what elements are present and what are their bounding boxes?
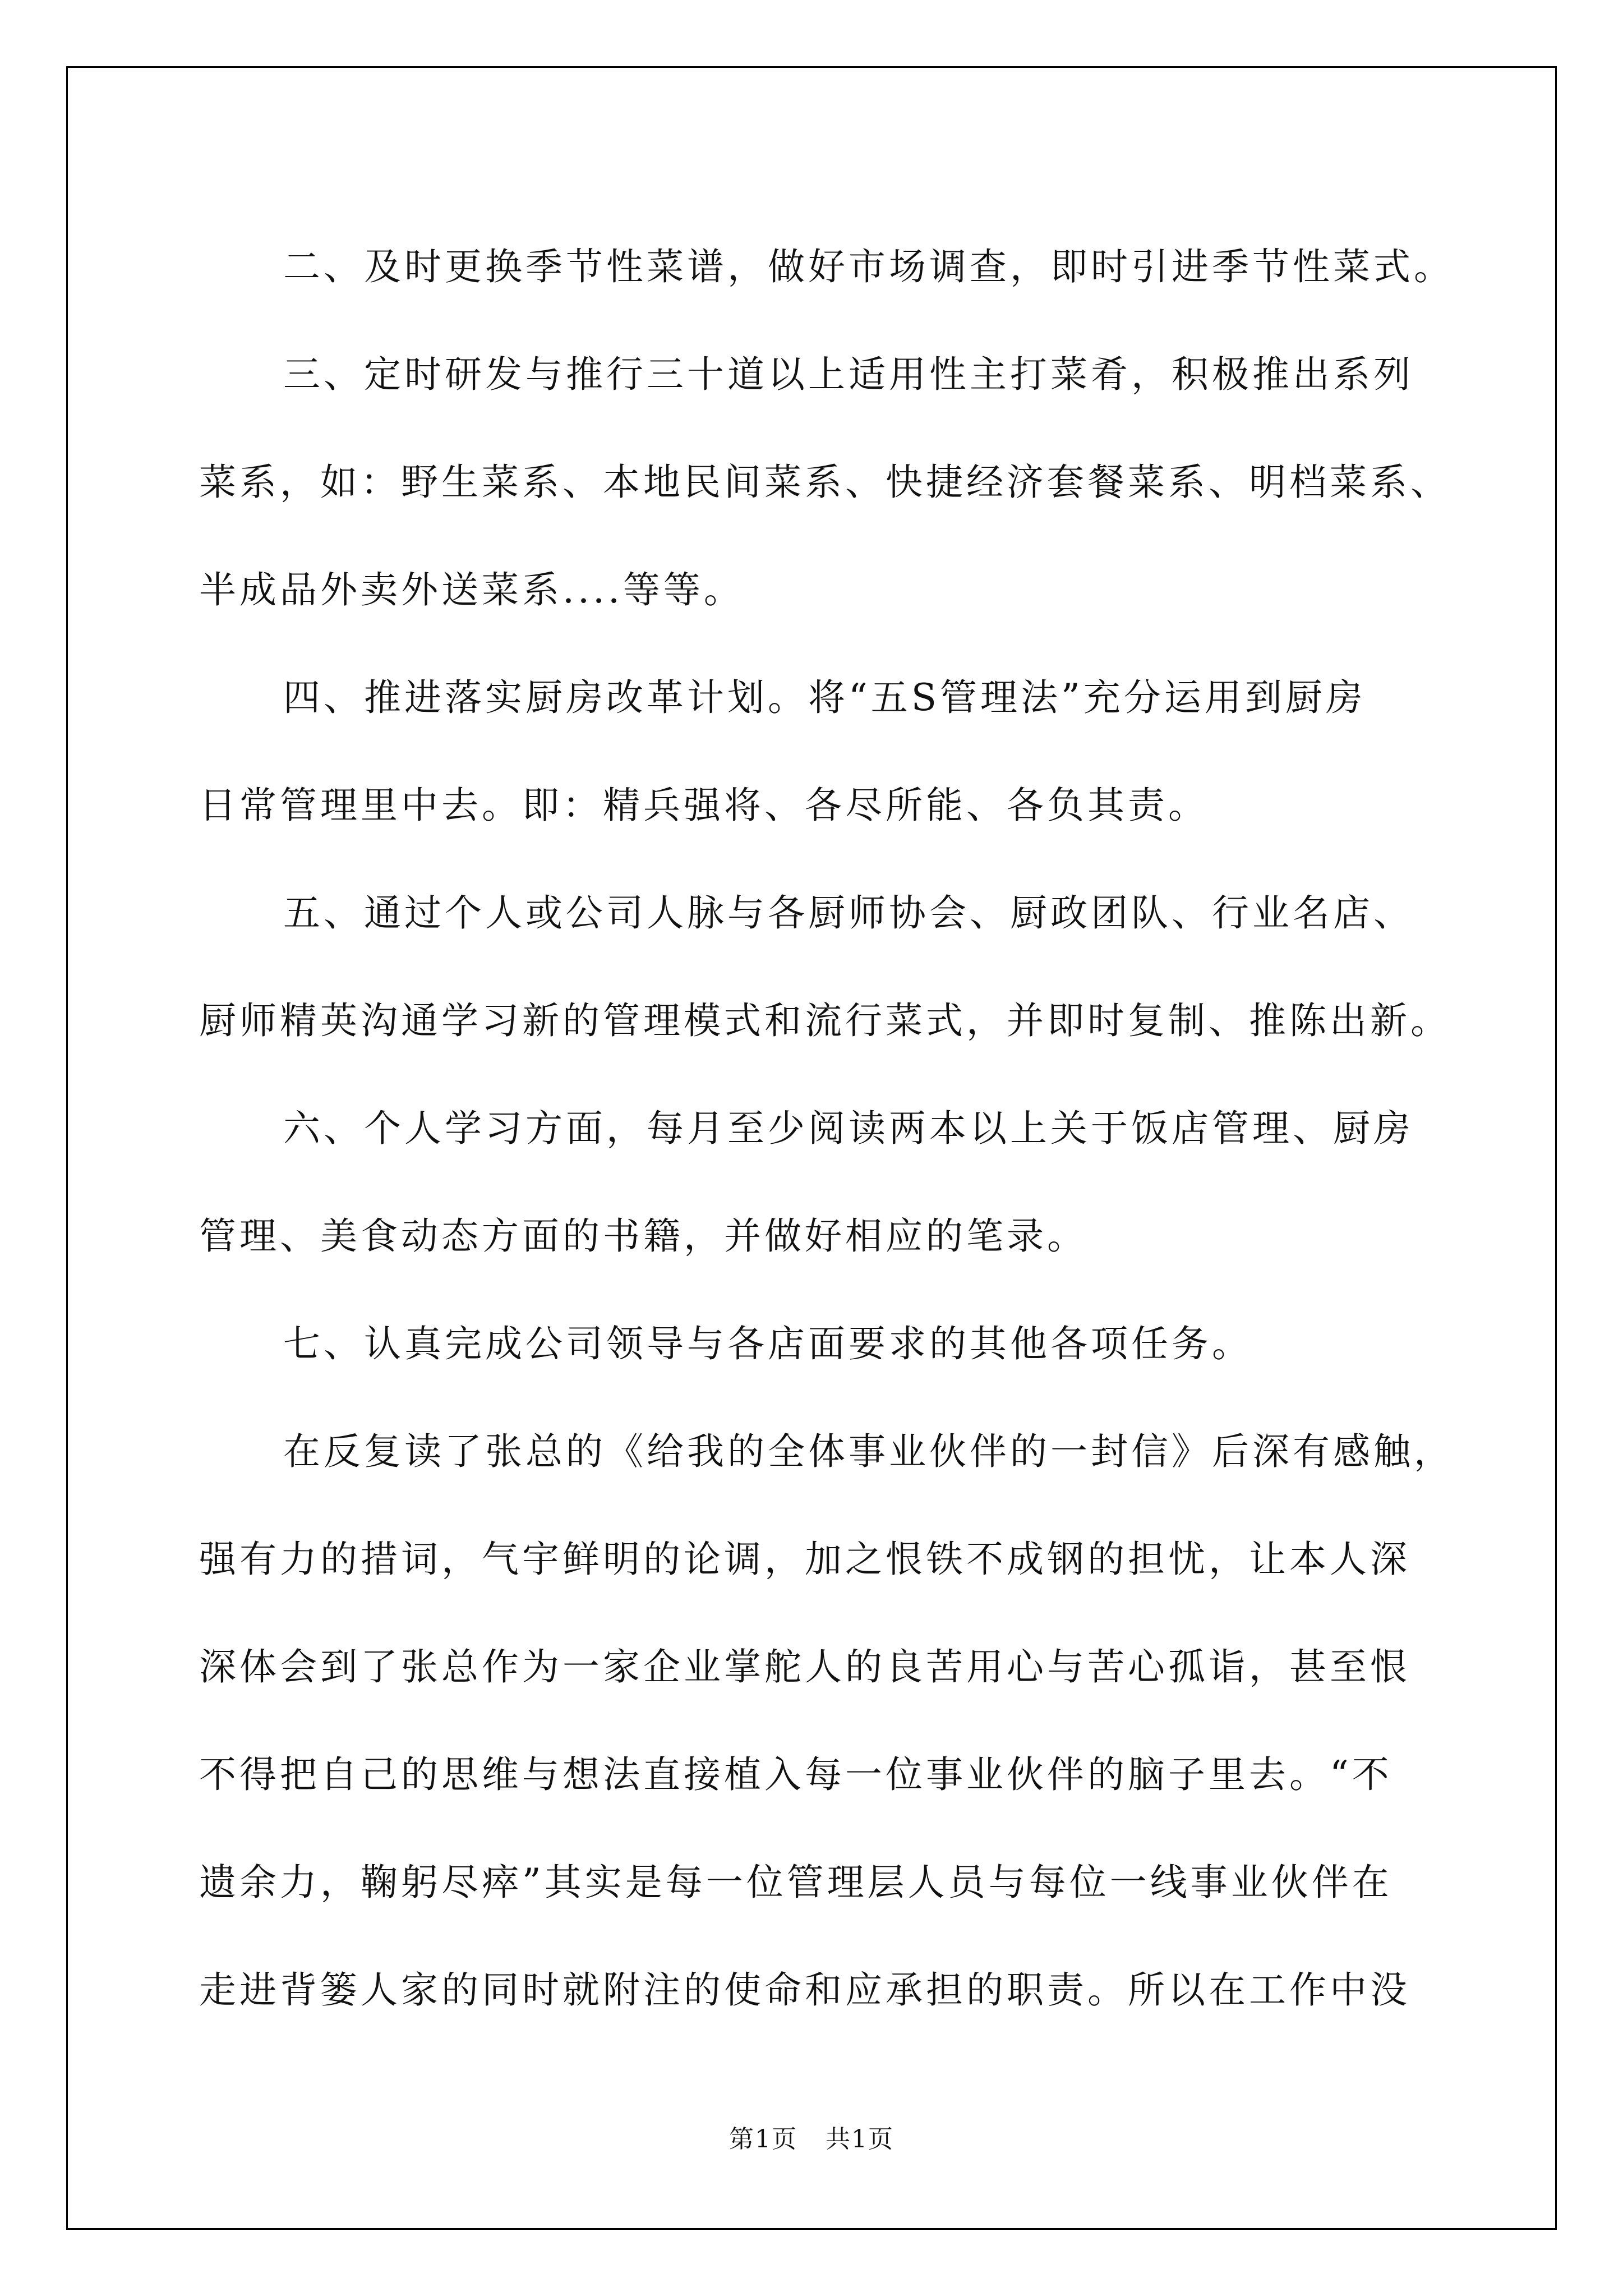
text-line: 半成品外卖外送菜系....等等。: [199, 568, 744, 611]
text-line: 菜系，如：野生菜系、本地民间菜系、快捷经济套餐菜系、明档菜系、: [199, 461, 1451, 504]
text-line: 二、及时更换季节性菜谱，做好市场调查，即时引进季节性菜式。: [283, 245, 1454, 288]
page-number: 第1页: [729, 2125, 797, 2154]
page-total: 共1页: [826, 2125, 894, 2154]
text-line: 强有力的措词，气宇鲜明的论调，加之恨铁不成钢的担忧，让本人深: [199, 1538, 1410, 1581]
text-line: 五、通过个人或公司人脉与各厨师协会、厨政团队、行业名店、: [283, 891, 1414, 935]
text-line: 深体会到了张总作为一家企业掌舵人的良苦用心与苦心孤诣，甚至恨: [199, 1645, 1410, 1688]
text-line: 管理、美食动态方面的书籍，并做好相应的笔录。: [199, 1214, 1087, 1258]
text-line: 七、认真完成公司领导与各店面要求的其他各项任务。: [283, 1322, 1252, 1365]
text-line: 不得把自己的思维与想法直接植入每一位事业伙伴的脑子里去。“不: [199, 1753, 1393, 1796]
text-line: 遗余力，鞠躬尽瘁”其实是每一位管理层人员与每位一线事业伙伴在: [199, 1861, 1393, 1904]
text-line: 六、个人学习方面，每月至少阅读两本以上关于饭店管理、厨房: [283, 1107, 1414, 1150]
text-line: 走进背篓人家的同时就附注的使命和应承担的职责。所以在工作中没: [199, 1968, 1410, 2012]
text-line: 在反复读了张总的《给我的全体事业伙伴的一封信》后深有感触，: [283, 1430, 1454, 1473]
text-line: 三、定时研发与推行三十道以上适用性主打菜肴，积极推出系列: [283, 353, 1414, 396]
text-line: 厨师精英沟通学习新的管理模式和流行菜式，并即时复制、推陈出新。: [199, 999, 1451, 1042]
document-body: [199, 213, 1454, 2044]
text-line: 四、推进落实厨房改革计划。将“五S管理法”充分运用到厨房: [283, 676, 1366, 719]
page-footer: [0, 2123, 1623, 2156]
text-line: 日常管理里中去。即：精兵强将、各尽所能、各负其责。: [199, 784, 1209, 827]
